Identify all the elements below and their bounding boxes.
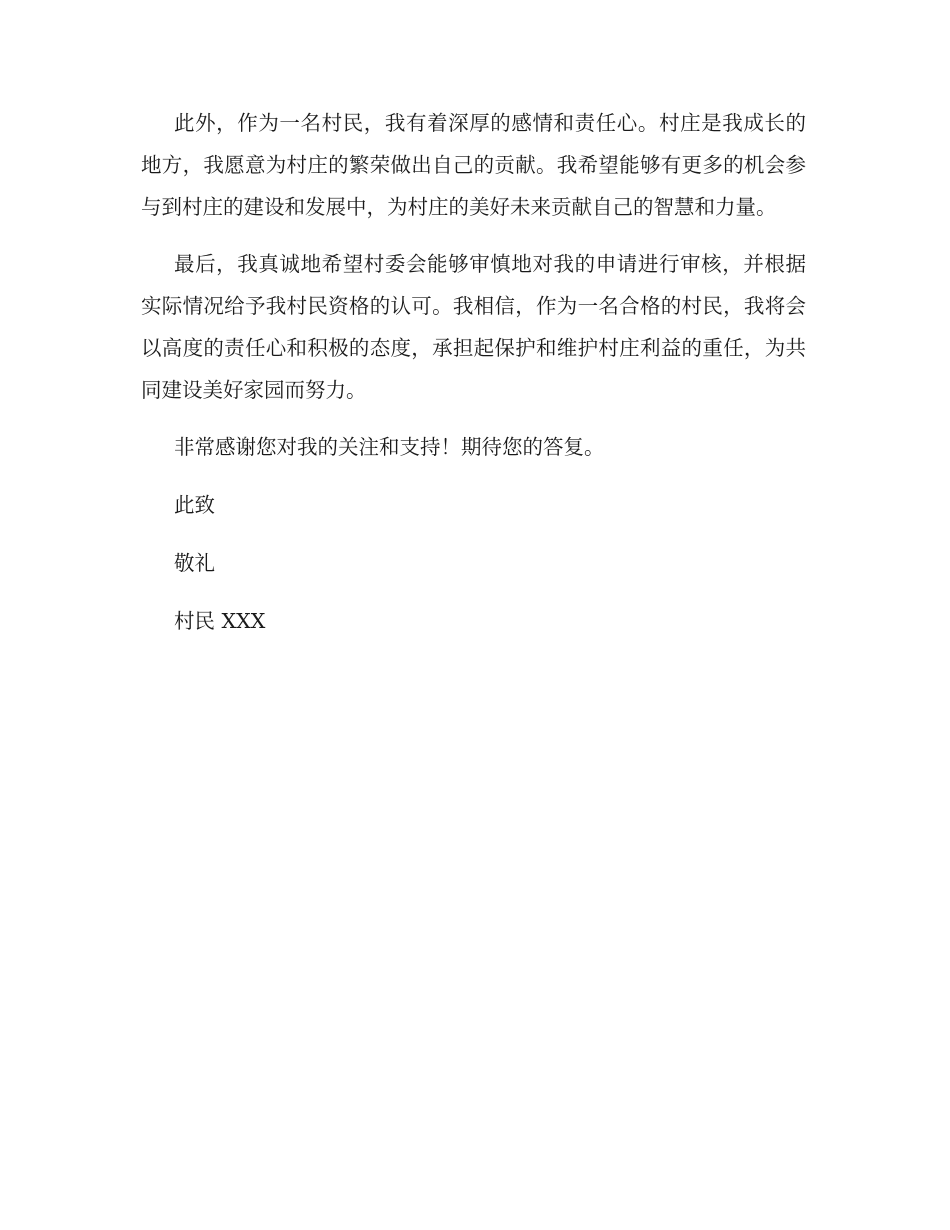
paragraph-feelings: 此外，作为一名村民，我有着深厚的感情和责任心。村庄是我成长的地方，我愿意为村庄的繁荣做出自己的贡献。我希望能够有更多的机会参与到村庄的建设和发展中，为村庄的美好未来贡献自己的智慧和力量。 <box>141 111 806 219</box>
signature: 村民 XXX <box>174 609 266 633</box>
closing-respect: 敬礼 <box>174 551 215 575</box>
letter-body <box>141 102 806 658</box>
closing-salutation: 此致 <box>174 493 215 517</box>
paragraph-request: 最后，我真诚地希望村委会能够审慎地对我的申请进行审核，并根据实际情况给予我村民资格的认可。我相信，作为一名合格的村民，我将会以高度的责任心和积极的态度，承担起保护和维护村庄利益的重任，为共同建设美好家园而努力。 <box>141 252 806 402</box>
thanks-line: 非常感谢您对我的关注和支持！期待您的答复。 <box>174 435 605 459</box>
